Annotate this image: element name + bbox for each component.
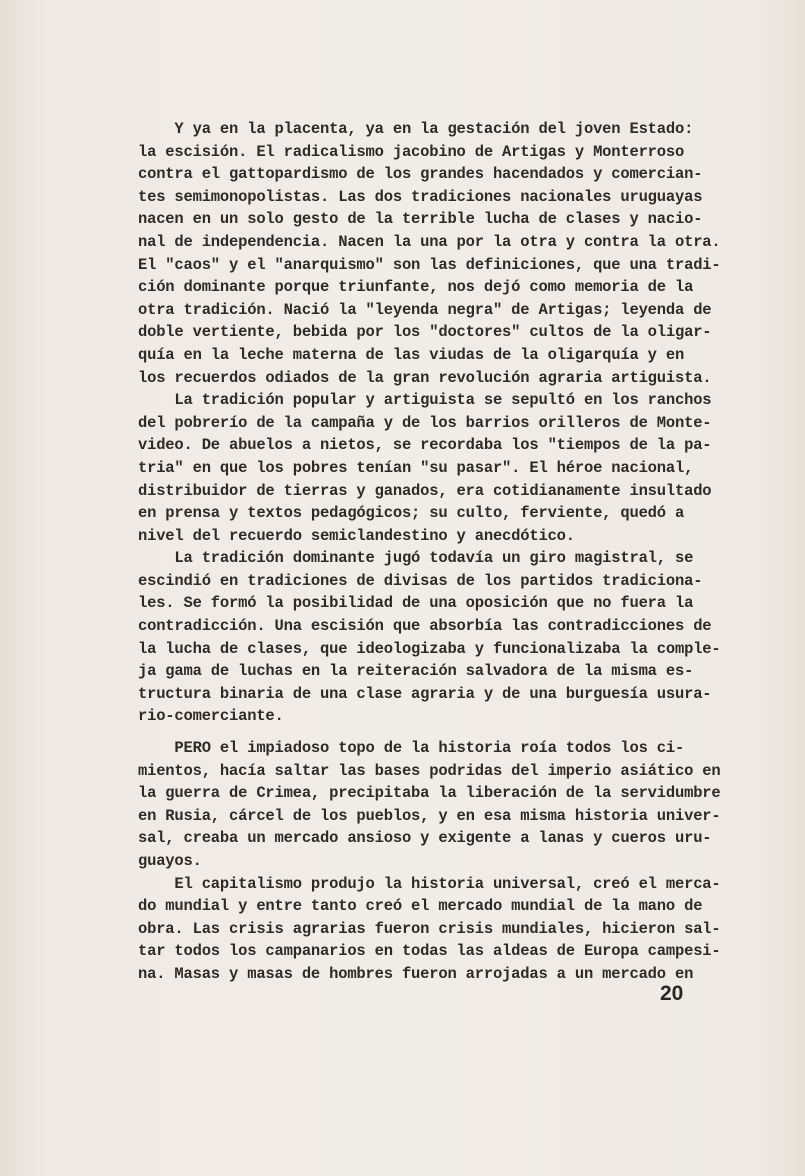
text-line: los recuerdos odiados de la gran revolución agraria artiguista.: [138, 368, 712, 387]
text-line: quía en la leche materna de las viudas de la oligarquía y en: [138, 345, 685, 364]
text-line: contradicción. Una escisión que absorbía las contradicciones de: [138, 617, 712, 636]
text-line: sal, creaba un mercado ansioso y exigente a lanas y cueros uru-: [138, 829, 712, 848]
text-line: El capitalismo produjo la historia universal, creó el merca-: [138, 874, 721, 893]
text-line: la lucha de clases, que ideologizaba y funcionalizaba la comple-: [138, 639, 721, 658]
text-line: video. De abuelos a nietos, se recordaba los "tiempos de la pa-: [138, 436, 712, 455]
text-line: en Rusia, cárcel de los pueblos, y en esa misma historia univer-: [138, 806, 721, 825]
paragraph: [138, 118, 728, 389]
text-line: en prensa y textos pedagógicos; su culto, ferviente, quedó a: [138, 504, 685, 523]
text-line: obra. Las crisis agrarias fueron crisis mundiales, hicieron sal-: [138, 919, 721, 938]
text-line: escindió en tradiciones de divisas de los partidos tradiciona-: [138, 571, 703, 590]
text-line: nivel del recuerdo semiclandestino y anecdótico.: [138, 526, 575, 545]
text-line: do mundial y entre tanto creó el mercado mundial de la mano de: [138, 897, 703, 916]
text-line: na. Masas y masas de hombres fueron arrojadas a un mercado en: [138, 964, 694, 983]
text-line: la guerra de Crimea, precipitaba la liberación de la servidumbre: [138, 784, 721, 803]
text-line: La tradición dominante jugó todavía un giro magistral, se: [138, 549, 694, 568]
text-line: mientos, hacía saltar las bases podridas del imperio asiático en: [138, 761, 721, 780]
text-line: PERO el impiadoso topo de la historia roía todos los ci-: [138, 739, 685, 758]
text-line: tar todos los campanarios en todas las aldeas de Europa campesi-: [138, 942, 721, 961]
body-text: [138, 118, 728, 986]
text-line: doble vertiente, bebida por los "doctores" cultos de la oligar-: [138, 323, 712, 342]
text-line: nacen en un solo gesto de la terrible lucha de clases y nacio-: [138, 210, 703, 229]
text-line: tes semimonopolistas. Las dos tradiciones nacionales uruguayas: [138, 187, 703, 206]
text-line: rio-comerciante.: [138, 707, 284, 726]
text-line: La tradición popular y artiguista se sepultó en los ranchos: [138, 391, 712, 410]
text-line: contra el gattopardismo de los grandes hacendados y comercian-: [138, 165, 703, 184]
text-line: tructura binaria de una clase agraria y de una burguesía usura-: [138, 684, 712, 703]
text-line: distribuidor de tierras y ganados, era cotidianamente insultado: [138, 481, 712, 500]
text-line: ción dominante porque triunfante, nos dejó como memoria de la: [138, 278, 694, 297]
paragraph: [138, 873, 728, 986]
text-line: guayos.: [138, 852, 202, 870]
paragraph: [138, 737, 728, 873]
section-gap: [138, 728, 728, 737]
page-number: 20: [660, 982, 684, 1005]
text-line: otra tradición. Nació la "leyenda negra" de Artigas; leyenda de: [138, 300, 712, 319]
text-line: ja gama de luchas en la reiteración salvadora de la misma es-: [138, 662, 694, 681]
text-line: del pobrerío de la campaña y de los barrios orilleros de Monte-: [138, 413, 712, 432]
text-line: la escisión. El radicalismo jacobino de Artigas y Monterroso: [138, 142, 685, 161]
paragraph: [138, 389, 728, 547]
text-line: nal de independencia. Nacen la una por la otra y contra la otra.: [138, 232, 721, 251]
paragraph: [138, 547, 728, 728]
text-line: les. Se formó la posibilidad de una oposición que no fuera la: [138, 594, 694, 613]
text-line: Y ya en la placenta, ya en la gestación del joven Estado:: [138, 120, 694, 138]
text-line: tria" en que los pobres tenían "su pasar". El héroe nacional,: [138, 458, 694, 477]
text-line: El "caos" y el "anarquismo" son las definiciones, que una tradi-: [138, 255, 721, 274]
